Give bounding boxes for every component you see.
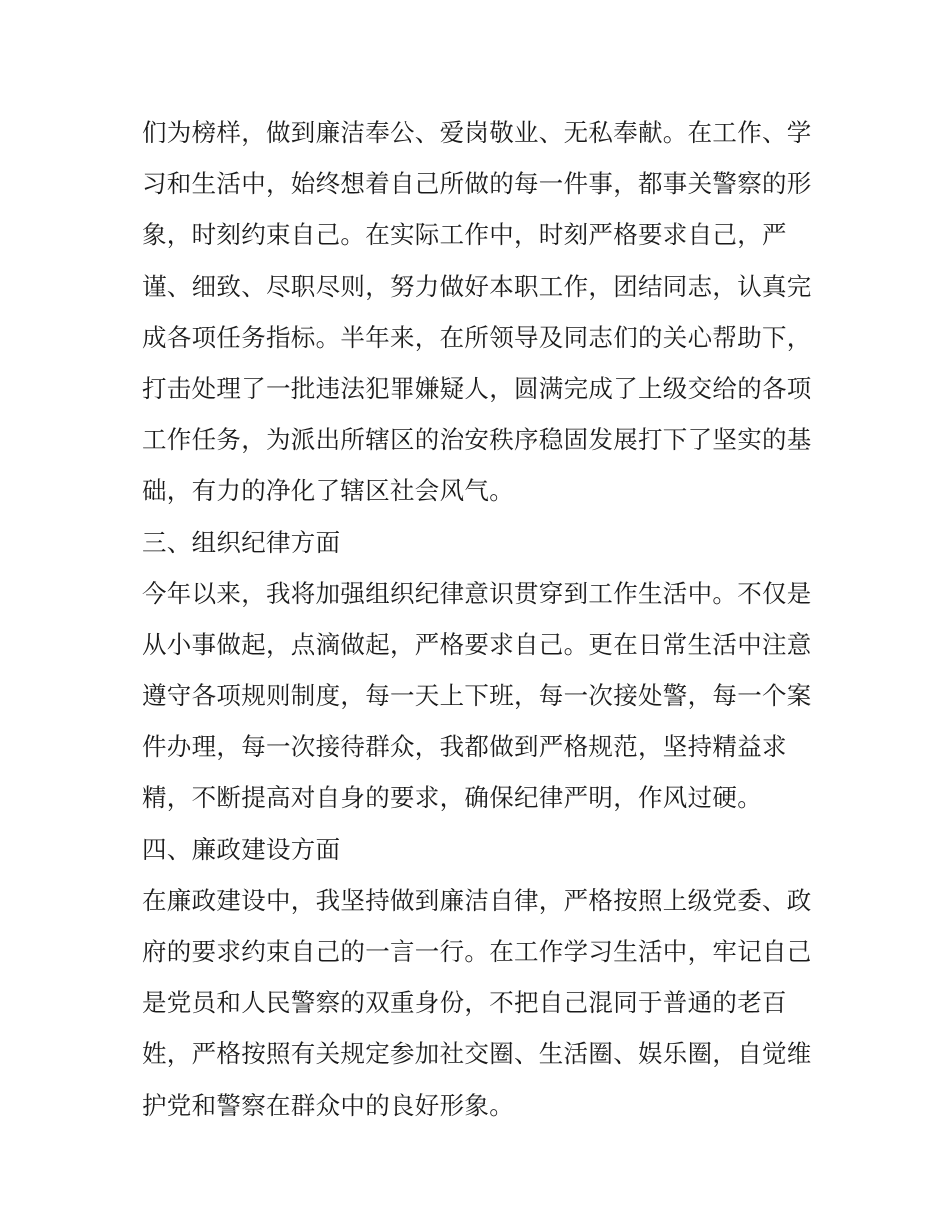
paragraph-line: 件办理，每一次接待群众，我都做到严格规范，坚持精益求	[142, 732, 787, 762]
section-heading-discipline: 三、组织纪律方面	[142, 527, 341, 557]
paragraph-line: 象，时刻约束自己。在实际工作中，时刻严格要求自己，严	[142, 220, 787, 250]
paragraph-line: 工作任务，为派出所辖区的治安秩序稳固发展打下了坚实的基	[142, 425, 812, 455]
section-heading-integrity: 四、廉政建设方面	[142, 834, 341, 864]
paragraph-line: 是党员和人民警察的双重身份，不把自己混同于普通的老百	[142, 988, 787, 1018]
paragraph-line: 们为榜样，做到廉洁奉公、爱岗敬业、无私奉献。在工作、学	[142, 118, 812, 147]
paragraph-line: 从小事做起，点滴做起，严格要求自己。更在日常生活中注意	[142, 629, 812, 659]
paragraph-line: 今年以来，我将加强组织纪律意识贯穿到工作生活中。不仅是	[142, 578, 812, 608]
paragraph-line: 府的要求约束自己的一言一行。在工作学习生活中，牢记自己	[142, 937, 812, 966]
paragraph-line: 遵守各项规则制度，每一天上下班，每一次接处警，每一个案	[142, 681, 812, 711]
document-body	[142, 107, 822, 1131]
paragraph-line: 护党和警察在群众中的良好形象。	[142, 1090, 514, 1120]
paragraph-line: 成各项任务指标。半年来，在所领导及同志们的关心帮助下，	[142, 322, 812, 352]
paragraph-line: 精，不断提高对自身的要求，确保纪律严明，作风过硬。	[142, 783, 762, 813]
paragraph-line: 础，有力的净化了辖区社会风气。	[142, 476, 514, 506]
paragraph-line: 习和生活中，始终想着自己所做的每一件事，都事关警察的形	[142, 169, 812, 199]
paragraph-line: 打击处理了一批违法犯罪嫌疑人，圆满完成了上级交给的各项	[142, 373, 812, 403]
paragraph-line: 在廉政建设中，我坚持做到廉洁自律，严格按照上级党委、政	[142, 885, 812, 915]
paragraph-line: 谨、细致、尽职尽则，努力做好本职工作，团结同志，认真完	[142, 271, 812, 301]
paragraph-line: 姓，严格按照有关规定参加社交圈、生活圈、娱乐圈，自觉维	[142, 1039, 812, 1069]
